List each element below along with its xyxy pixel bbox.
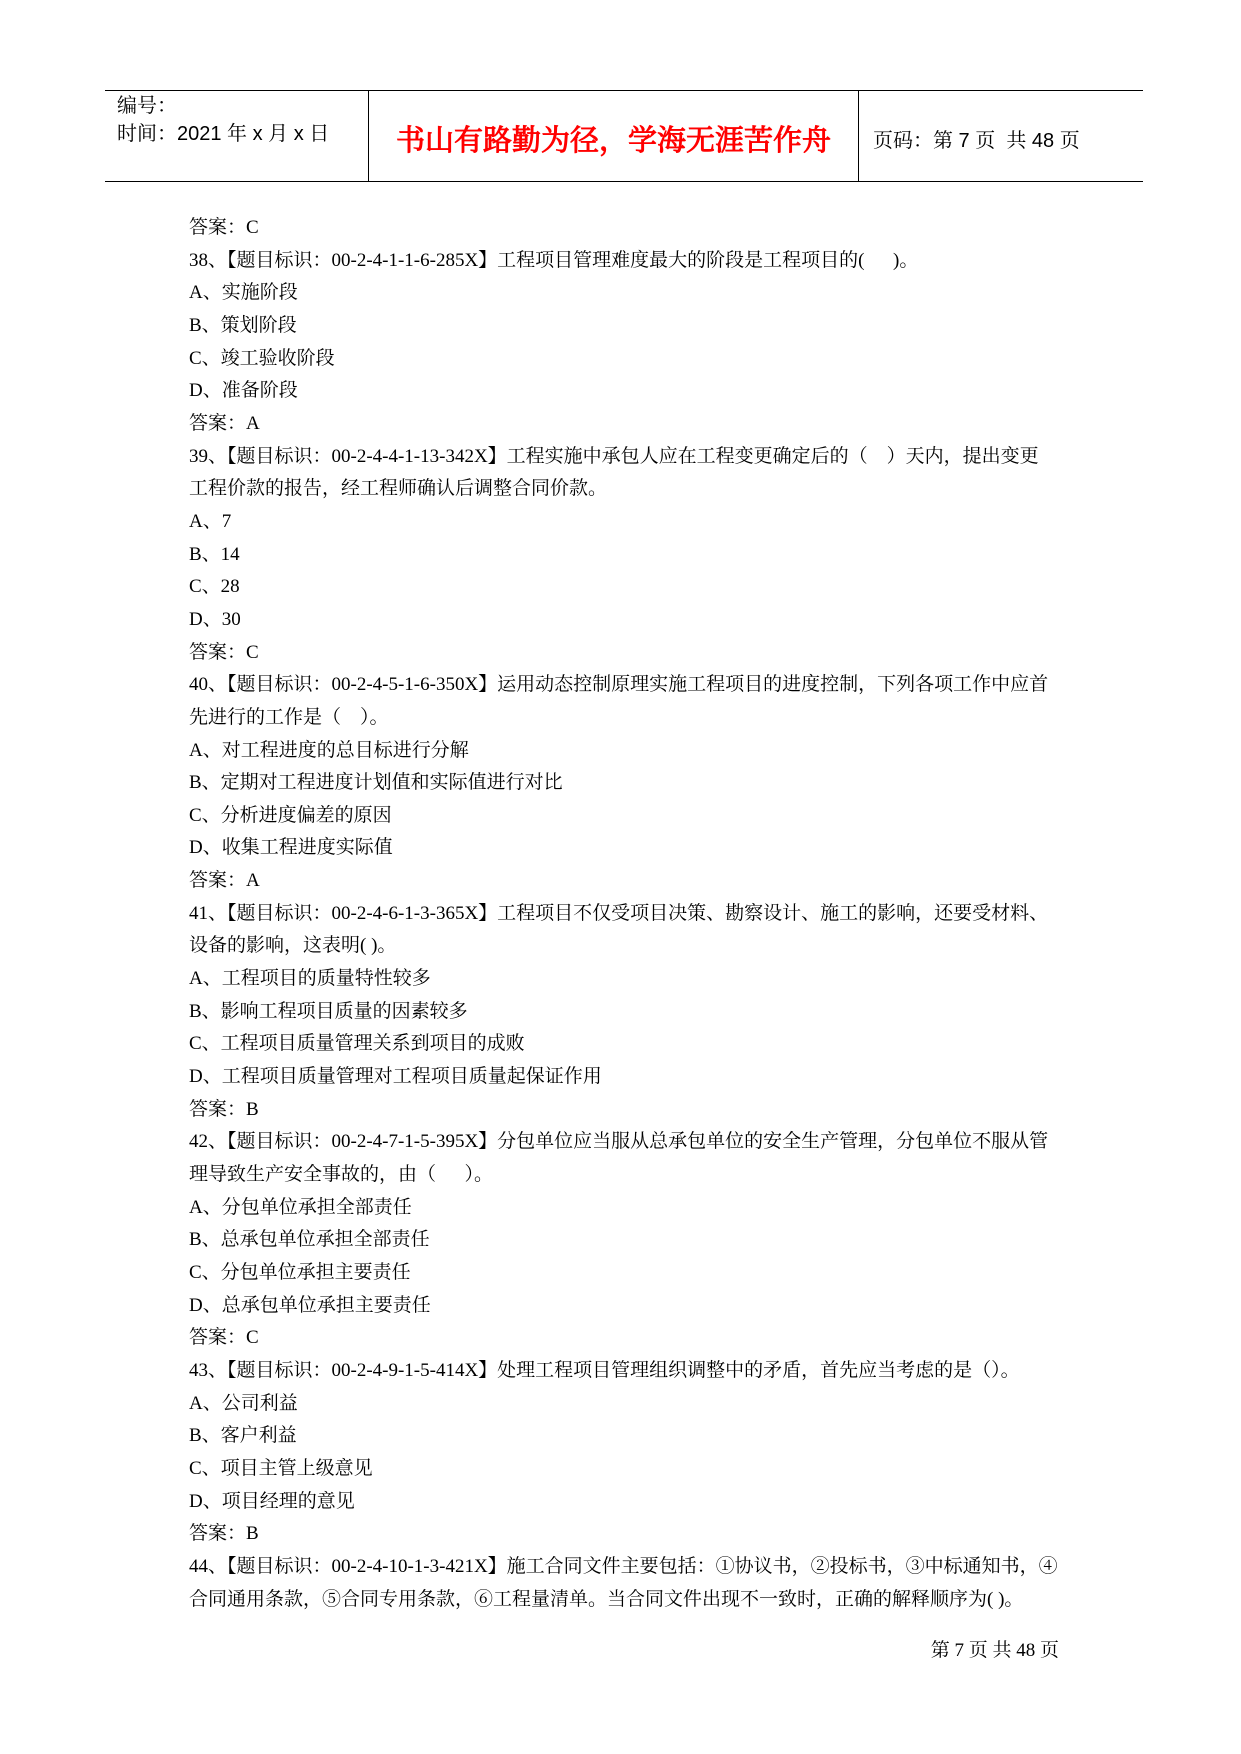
question-41 (189, 898, 1089, 1127)
option-b: B、14 (189, 543, 240, 565)
question-stem: 38、【题目标识：00-2-4-1-1-6-285X】工程项目管理难度最大的阶段是工程项目的( )。 (189, 249, 919, 271)
question-stem-continued: 合同通用条款，⑤合同专用条款，⑥工程量清单。当合同文件出现不一致时，正确的解释顺序为( )。 (189, 1588, 1024, 1610)
question-stem-continued: 理导致生产安全事故的，由（ ）。 (189, 1164, 494, 1186)
question-stem-continued: 设备的影响，这表明( )。 (189, 935, 397, 957)
question-list (189, 212, 1089, 1616)
option-c: C、工程项目质量管理关系到项目的成败 (189, 1033, 525, 1055)
option-d: D、收集工程进度实际值 (189, 837, 393, 859)
question-38 (189, 245, 1089, 441)
option-a: A、实施阶段 (189, 282, 298, 304)
answer: 答案：B (189, 1523, 259, 1545)
page-header-table (105, 90, 1143, 182)
page-footer-number: 第 7 页 共 48 页 (930, 1640, 1059, 1661)
option-c: C、分析进度偏差的原因 (189, 804, 392, 826)
option-a: A、对工程进度的总目标进行分解 (189, 739, 469, 761)
question-44 (189, 1551, 1089, 1616)
header-page-info: 页码：第 7 页 共 48 页 (873, 129, 1080, 152)
question-stem: 40、【题目标识：00-2-4-5-1-6-350X】运用动态控制原理实施工程项目的进度控制，下列各项工作中应首 (189, 674, 1049, 696)
option-d: D、项目经理的意见 (189, 1490, 355, 1512)
option-b: B、影响工程项目质量的因素较多 (189, 1000, 468, 1022)
answer: 答案：A (189, 412, 260, 434)
document-number-label: 编号： (117, 95, 177, 117)
option-d: D、准备阶段 (189, 380, 298, 402)
option-b: B、客户利益 (189, 1425, 297, 1447)
option-b: B、定期对工程进度计划值和实际值进行对比 (189, 772, 563, 794)
option-d: D、30 (189, 608, 241, 630)
option-c: C、分包单位承担主要责任 (189, 1262, 411, 1283)
answer: 答案：C (189, 641, 259, 663)
answer: 答案：A (189, 870, 260, 892)
document-time-label: 时间：2021 年 x 月 x 日 (117, 123, 330, 145)
header-meta-cell (105, 91, 369, 181)
option-d: D、总承包单位承担主要责任 (189, 1294, 431, 1316)
option-a: A、7 (189, 510, 232, 532)
question-43 (189, 1355, 1089, 1551)
previous-answer: 答案：C (189, 217, 259, 238)
option-d: D、工程项目质量管理对工程项目质量起保证作用 (189, 1066, 602, 1088)
question-stem: 41、【题目标识：00-2-4-6-1-3-365X】工程项目不仅受项目决策、勘察设计、施工的影响，还要受材料、 (189, 902, 1049, 924)
option-b: B、策划阶段 (189, 314, 297, 336)
header-motto: 书山有路勤为径，学海无涯苦作舟 (395, 124, 831, 157)
header-page-cell (859, 91, 1143, 181)
question-stem-continued: 先进行的工作是（ ）。 (189, 706, 389, 728)
option-c: C、28 (189, 576, 240, 598)
option-b: B、总承包单位承担全部责任 (189, 1229, 430, 1251)
question-39 (189, 441, 1089, 670)
question-stem: 39、【题目标识：00-2-4-4-1-13-342X】工程实施中承包人应在工程变更确定后的（ ）天内，提出变更 (189, 445, 1039, 467)
option-a: A、分包单位承担全部责任 (189, 1196, 412, 1218)
option-c: C、项目主管上级意见 (189, 1457, 373, 1479)
answer: 答案：B (189, 1098, 259, 1120)
question-stem: 42、【题目标识：00-2-4-7-1-5-395X】分包单位应当服从总承包单位的安全生产管理，分包单位不服从管 (189, 1131, 1049, 1153)
question-40 (189, 669, 1089, 898)
question-42 (189, 1126, 1089, 1355)
answer: 答案：C (189, 1327, 259, 1349)
option-a: A、工程项目的质量特性较多 (189, 968, 431, 990)
question-stem-continued: 工程价款的报告，经工程师确认后调整合同价款。 (189, 478, 608, 500)
header-motto-cell (369, 91, 859, 181)
option-a: A、公司利益 (189, 1392, 298, 1414)
question-stem: 43、【题目标识：00-2-4-9-1-5-414X】处理工程项目管理组织调整中的矛盾，首先应当考虑的是（）。 (189, 1359, 1020, 1381)
option-c: C、竣工验收阶段 (189, 347, 335, 369)
question-stem: 44、【题目标识：00-2-4-10-1-3-421X】施工合同文件主要包括：①协议书，②投标书，③中标通知书，④ (189, 1555, 1058, 1577)
